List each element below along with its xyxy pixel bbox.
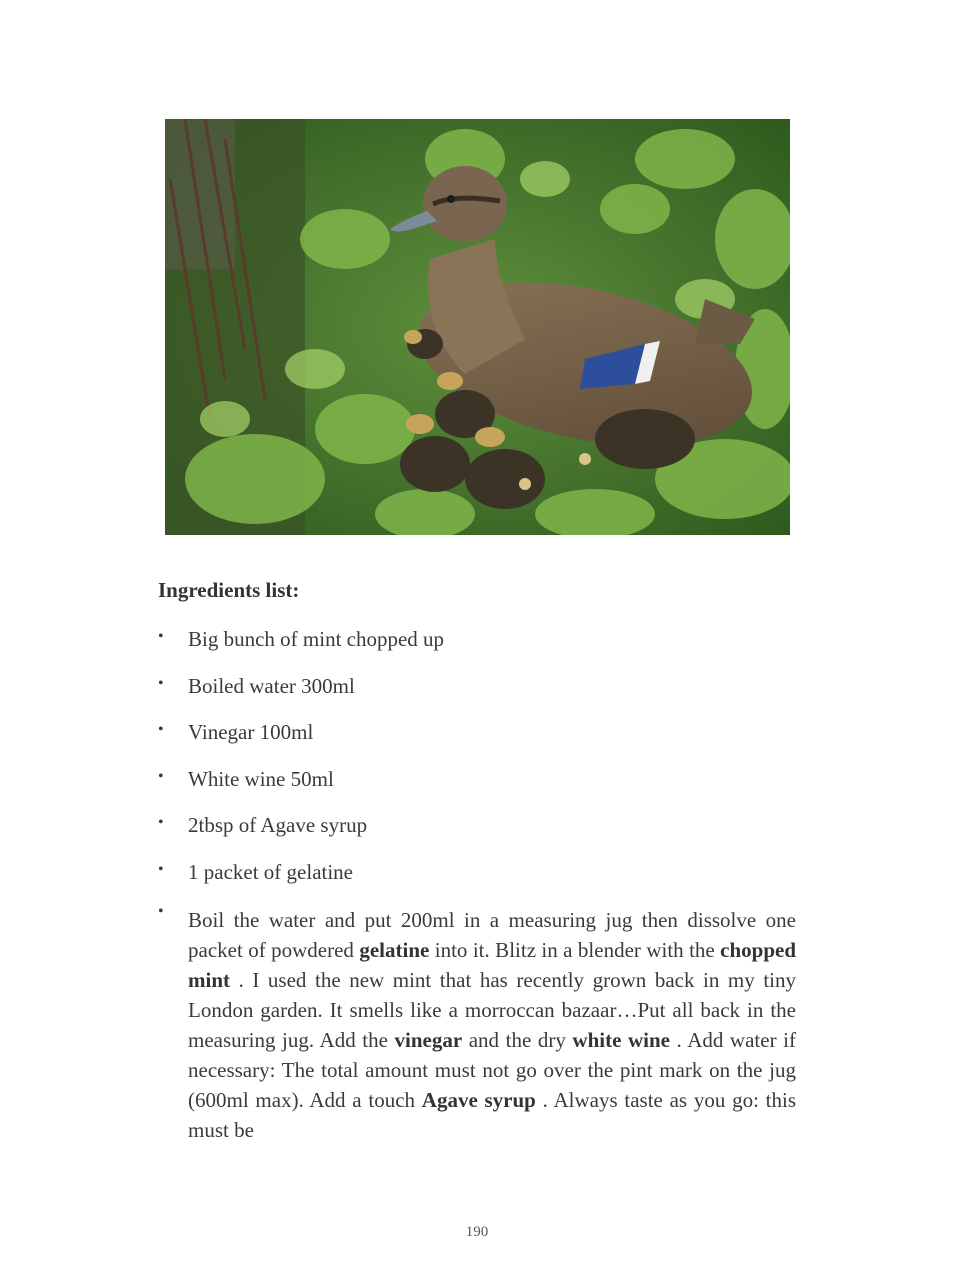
method-text: . Add water if necessary: The total amount must not go over the pint mark on the jug (600ml max). Add a touch: [188, 1028, 796, 1112]
method-bold-chopped-mint: chopped mint: [188, 938, 796, 992]
list-item: • White wine 50ml: [158, 764, 808, 794]
method-bold-gelatine: gelatine: [359, 938, 430, 962]
page-number: 190: [465, 1224, 489, 1240]
list-item: • Big bunch of mint chopped up: [158, 624, 808, 654]
method-text: Boil the water and put 200ml in a measuring jug then dissolve one packet of powdered: [188, 908, 796, 962]
method-bullet: •: [158, 903, 164, 920]
method-text: . I used the new mint that has recently grown back in my tiny London garden. It smells like a morroccan bazaar…Put all back in the measuring jug. Add the: [188, 968, 796, 1052]
method-paragraph: [188, 905, 796, 1145]
ingredients-list: [158, 624, 808, 903]
list-item: • Vinegar 100ml: [158, 717, 808, 747]
method-bold-white-wine: white wine: [572, 1028, 670, 1052]
method-bold-vinegar: vinegar: [394, 1028, 463, 1052]
method-text: . Always taste as you go: this must be: [188, 1088, 797, 1142]
duck-photo: [165, 119, 790, 535]
list-item: • 1 packet of gelatine: [158, 857, 808, 887]
ingredients-heading: Ingredients list:: [158, 578, 300, 602]
list-item: • Boiled water 300ml: [158, 671, 808, 701]
method-text: into it. Blitz in a blender with the: [429, 938, 721, 962]
method-text: and the dry: [462, 1028, 573, 1052]
method-bold-agave-syrup: Agave syrup: [421, 1088, 536, 1112]
list-item: • 2tbsp of Agave syrup: [158, 810, 808, 840]
